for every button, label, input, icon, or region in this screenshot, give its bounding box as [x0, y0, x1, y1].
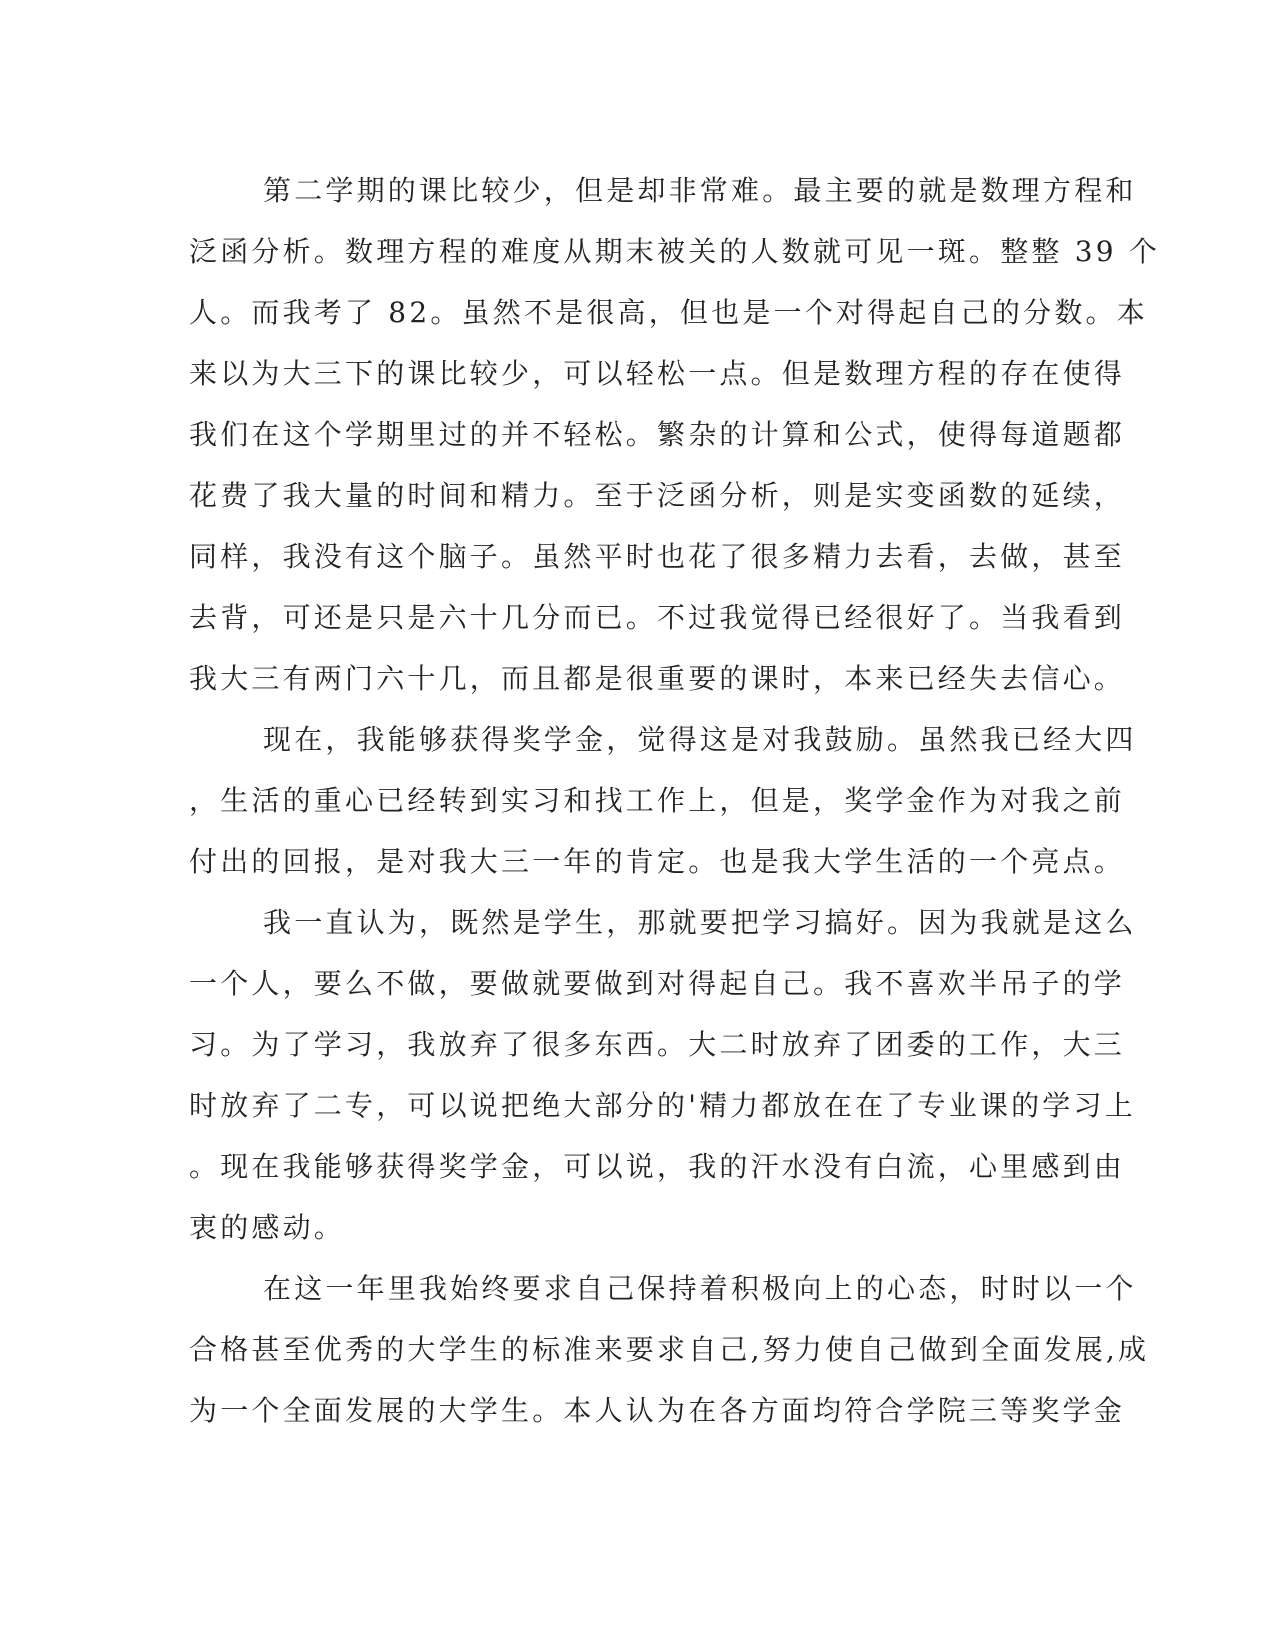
paragraph-2	[189, 709, 1137, 892]
document-body	[189, 160, 1161, 1441]
text-line: 付出的回报，是对我大三一年的肯定。也是我大学生活的一个亮点。	[189, 845, 1126, 878]
paragraph-1	[189, 160, 1161, 709]
text-line: 时放弃了二专，可以说把绝大部分的'精力都放在在了专业课的学习上	[189, 1089, 1136, 1122]
text-line: 为一个全面发展的大学生。本人认为在各方面均符合学院三等奖学金	[189, 1394, 1126, 1427]
text-line: 衷的感动。	[189, 1211, 346, 1244]
text-line: 。现在我能够获得奖学金，可以说，我的汗水没有白流，心里感到由	[189, 1150, 1126, 1183]
text-line: 人。而我考了 82。虽然不是很高，但也是一个对得起自己的分数。本	[189, 296, 1148, 329]
text-line: 在这一年里我始终要求自己保持着积极向上的心态，时时以一个	[263, 1272, 1137, 1305]
text-line: 第二学期的课比较少，但是却非常难。最主要的就是数理方程和	[263, 174, 1137, 207]
text-line: 一个人，要么不做，要做就要做到对得起自己。我不喜欢半吊子的学	[189, 967, 1126, 1000]
paragraph-3	[189, 892, 1137, 1258]
text-line: 我一直认为，既然是学生，那就要把学习搞好。因为我就是这么	[263, 906, 1137, 939]
text-line: 同样，我没有这个脑子。虽然平时也花了很多精力去看，去做，甚至	[189, 540, 1126, 573]
paragraph-4	[189, 1258, 1150, 1441]
text-line: 我们在这个学期里过的并不轻松。繁杂的计算和公式，使得每道题都	[189, 418, 1126, 451]
text-line: ，生活的重心已经转到实习和找工作上，但是，奖学金作为对我之前	[189, 784, 1126, 817]
text-line: 习。为了学习，我放弃了很多东西。大二时放弃了团委的工作，大三	[189, 1028, 1126, 1061]
text-line: 去背，可还是只是六十几分而已。不过我觉得已经很好了。当我看到	[189, 601, 1126, 634]
text-line: 来以为大三下的课比较少，可以轻松一点。但是数理方程的存在使得	[189, 357, 1126, 390]
text-line: 合格甚至优秀的大学生的标准来要求自己,努力使自己做到全面发展,成	[189, 1333, 1150, 1366]
text-line: 现在，我能够获得奖学金，觉得这是对我鼓励。虽然我已经大四	[263, 723, 1137, 756]
text-line: 泛函分析。数理方程的难度从期末被关的人数就可见一斑。整整 39 个	[189, 235, 1161, 268]
text-line: 我大三有两门六十几，而且都是很重要的课时，本来已经失去信心。	[189, 662, 1126, 695]
text-line: 花费了我大量的时间和精力。至于泛函分析，则是实变函数的延续，	[189, 479, 1126, 512]
